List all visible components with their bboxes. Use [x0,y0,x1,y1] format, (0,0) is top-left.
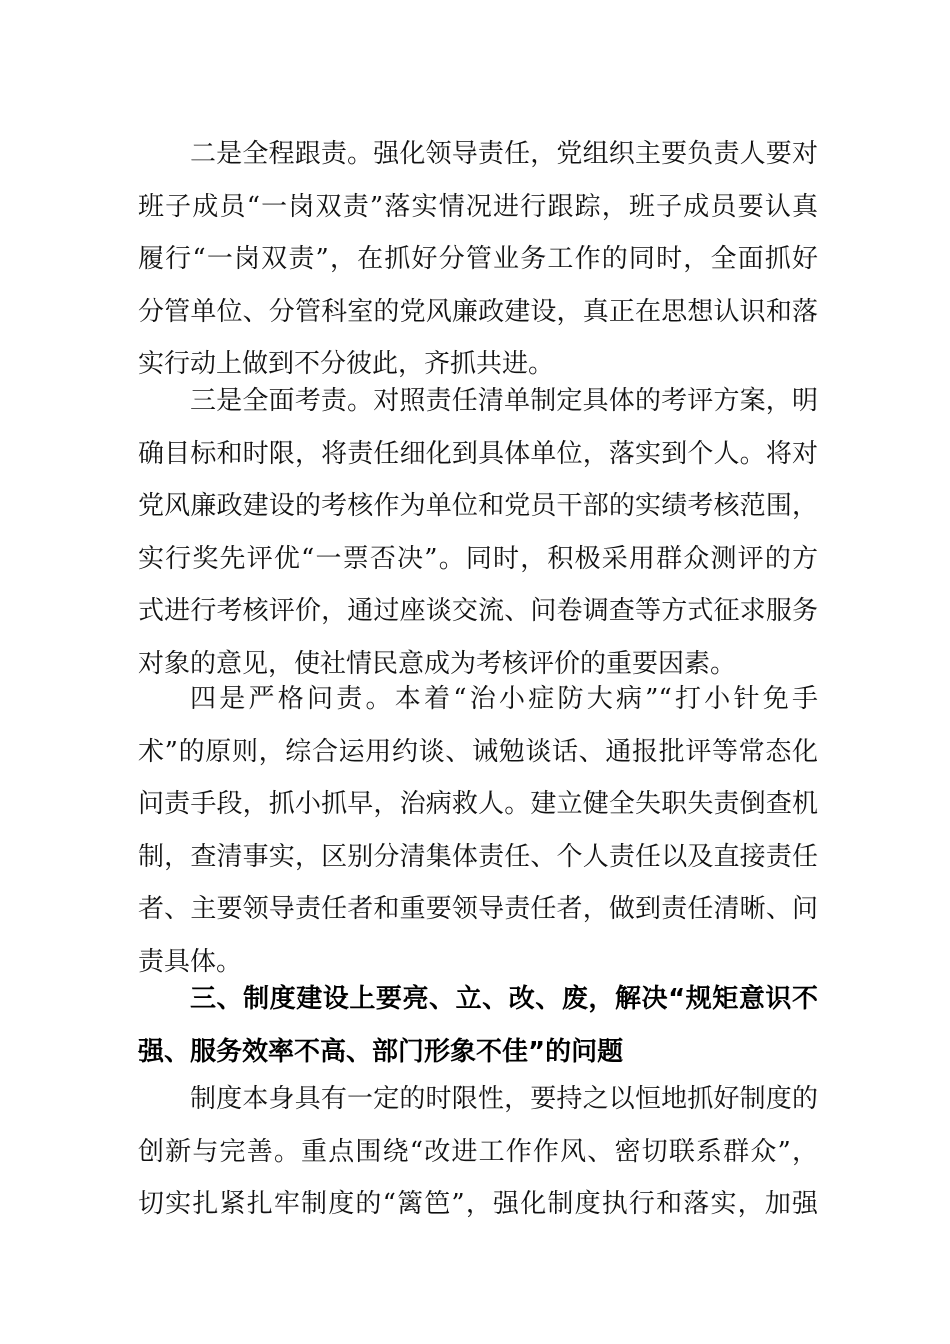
heading-line: 强、服务效率不高、部门形象不佳”的问题 [138,1036,624,1067]
paragraph-line: 党风廉政建设的考核作为单位和党员干部的实绩考核范围， [138,491,818,521]
paragraph-line: 实行动上做到不分彼此，齐抓共进。 [138,349,555,379]
paragraph-comprehensive-assessment [138,375,818,690]
paragraph-strict-accountability [138,673,818,988]
paragraph-line: 四是严格问责。本着“治小症防大病”“打小针免手 [190,684,818,714]
paragraph-line: 制度本身具有一定的时限性，要持之以恒地抓好制度的 [190,1084,818,1114]
paragraph-line: 对象的意见，使社情民意成为考核评价的重要因素。 [138,648,737,679]
paragraph-full-process-responsibility [138,128,818,391]
paragraph-line: 切实扎紧扎牢制度的“篱笆”，强化制度执行和落实，加强 [138,1189,818,1219]
section-heading [138,973,818,1078]
paragraph-line: 创新与完善。重点围绕“改进工作作风、密切联系群众”， [138,1136,818,1167]
paragraph-line: 二是全程跟责。强化领导责任，党组织主要负责人要对 [190,139,818,169]
paragraph-line: 责具体。 [138,946,243,977]
paragraph-line: 三是全面考责。对照责任清单制定具体的考评方案，明 [190,386,818,416]
heading-line: 三、制度建设上要亮、立、改、废，解决“规矩意识不 [190,984,818,1014]
paragraph-line: 履行“一岗双责”，在抓好分管业务工作的同时，全面抓好 [138,244,818,274]
paragraph-line: 分管单位、分管科室的党风廉政建设，真正在思想认识和落 [138,296,818,327]
paragraph-line: 式进行考核评价，通过座谈交流、问卷调查等方式征求服务 [138,596,818,626]
paragraph-line: 术”的原则，综合运用约谈、诫勉谈话、通报批评等常态化 [138,736,818,767]
paragraph-line: 问责手段，抓小抓早，治病救人。建立健全失职失责倒查机 [138,789,818,819]
paragraph-line: 实行奖先评优“一票否决”。同时，积极采用群众测评的方 [138,543,818,574]
paragraph-system-building [138,1073,818,1231]
paragraph-line: 班子成员“一岗双责”落实情况进行跟踪，班子成员要认真 [138,191,818,222]
paragraph-line: 确目标和时限，将责任细化到具体单位，落实到个人。将对 [138,438,818,469]
paragraph-line: 者、主要领导责任者和重要领导责任者，做到责任清晰、问 [138,894,818,924]
paragraph-line: 制，查清事实，区别分清集体责任、个人责任以及直接责任 [138,841,818,872]
